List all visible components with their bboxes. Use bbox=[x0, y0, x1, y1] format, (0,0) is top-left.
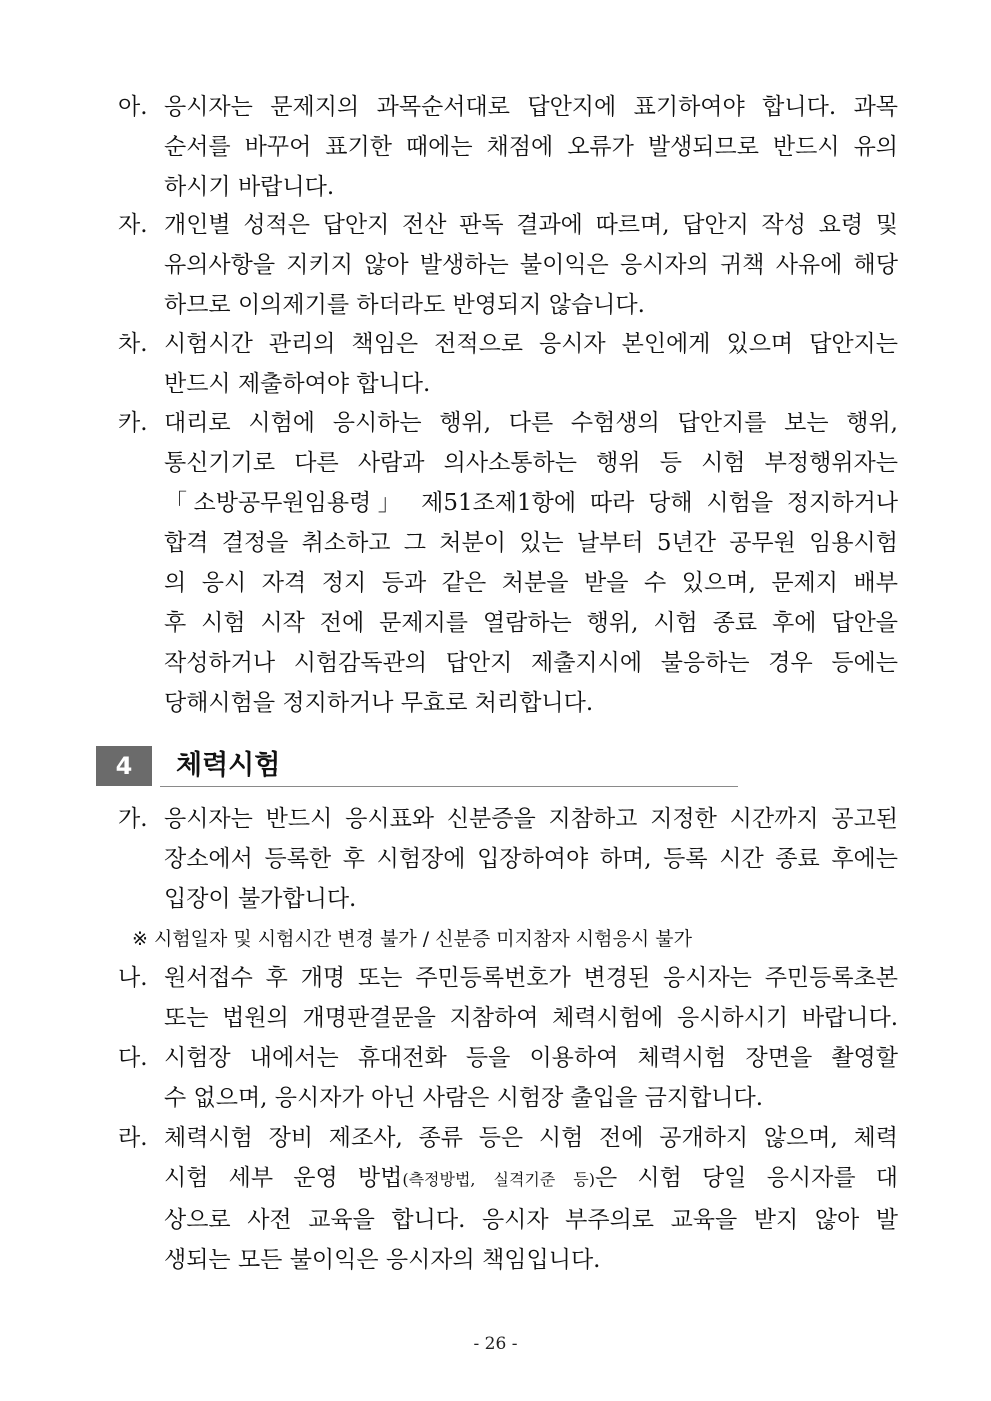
item-line: 응시자는 반드시 응시표와 신분증을 지참하고 지정한 시간까지 공고된 bbox=[164, 806, 898, 832]
item-line: 유의사항을 지키지 않아 발생하는 불이익은 응시자의 귀책 사유에 해당 bbox=[164, 252, 898, 278]
notice-item-da bbox=[118, 1038, 898, 1118]
section-number-badge: 4 bbox=[96, 746, 152, 786]
item-line: 대리로 시험에 응시하는 행위, 다른 수험생의 답안지를 보는 행위, bbox=[164, 410, 898, 436]
notice-item-ga bbox=[118, 799, 898, 919]
item-marker: 나. bbox=[118, 965, 148, 991]
item-marker: 카. bbox=[118, 410, 148, 436]
item-line: 장소에서 등록한 후 시험장에 입장하여야 하며, 등록 시간 종료 후에는 bbox=[164, 846, 898, 872]
item-line-small-part: (측정방법, 실격기준 등) bbox=[402, 1170, 595, 1189]
item-line: 응시자는 문제지의 과목순서대로 답안지에 표기하여야 합니다. 과목 bbox=[164, 94, 898, 120]
item-line: 하므로 이의제기를 하더라도 반영되지 않습니다. bbox=[164, 292, 645, 318]
item-line: 개인별 성적은 답안지 전산 판독 결과에 따르며, 답안지 작성 요령 및 bbox=[164, 212, 898, 238]
item-marker: 가. bbox=[118, 806, 148, 832]
item-line: 입장이 불가합니다. bbox=[164, 886, 357, 912]
item-line-part: 은 시험 당일 응시자를 대 bbox=[595, 1165, 898, 1191]
item-marker: 다. bbox=[118, 1045, 148, 1071]
item-marker: 차. bbox=[118, 331, 148, 357]
item-line: 반드시 제출하여야 합니다. bbox=[164, 371, 431, 397]
notice-item-cha bbox=[118, 324, 898, 404]
item-line: 수 없으며, 응시자가 아닌 사람은 시험장 출입을 금지합니다. bbox=[164, 1085, 764, 1111]
note-text: ※ 시험일자 및 시험시간 변경 불가 / 신분증 미지참자 시험응시 불가 bbox=[132, 928, 692, 950]
item-line: 체력시험 장비 제조사, 종류 등은 시험 전에 공개하지 않으며, 체력 bbox=[164, 1125, 898, 1151]
item-line: 시험장 내에서는 휴대전화 등을 이용하여 체력시험 장면을 촬영할 bbox=[164, 1045, 898, 1071]
item-marker: 자. bbox=[118, 212, 148, 238]
notice-item-a bbox=[118, 87, 898, 207]
notice-item-ra bbox=[118, 1118, 898, 1280]
notice-item-ka bbox=[118, 403, 898, 723]
section-underline bbox=[160, 786, 738, 787]
item-line-part: 시험 세부 운영 방법 bbox=[164, 1165, 403, 1191]
item-line: 원서접수 후 개명 또는 주민등록번호가 변경된 응시자는 주민등록초본 bbox=[164, 965, 898, 991]
item-line: 시험시간 관리의 책임은 전적으로 응시자 본인에게 있으며 답안지는 bbox=[164, 331, 898, 357]
item-marker: 라. bbox=[118, 1125, 148, 1151]
item-line: 의 응시 자격 정지 등과 같은 처분을 받을 수 있으며, 문제지 배부 bbox=[164, 570, 898, 596]
section-title: 체력시험 bbox=[176, 750, 281, 781]
item-line: 작성하거나 시험감독관의 답안지 제출지시에 불응하는 경우 등에는 bbox=[164, 650, 898, 676]
item-line: 또는 법원의 개명판결문을 지참하여 체력시험에 응시하시기 바랍니다. bbox=[164, 1005, 898, 1031]
notice-item-na bbox=[118, 958, 898, 1038]
item-line: 상으로 사전 교육을 합니다. 응시자 부주의로 교육을 받지 않아 발 bbox=[164, 1207, 898, 1233]
item-line: 당해시험을 정지하거나 무효로 처리합니다. bbox=[164, 690, 594, 716]
item-line: 순서를 바꾸어 표기한 때에는 채점에 오류가 발생되므로 반드시 유의 bbox=[164, 134, 898, 160]
item-line-mixed bbox=[164, 1158, 898, 1200]
item-line: 합격 결정을 취소하고 그 처분이 있는 날부터 5년간 공무원 임용시험 bbox=[164, 530, 898, 556]
notice-item-ja bbox=[118, 205, 898, 325]
item-line: 「소방공무원임용령」 제51조제1항에 따라 당해 시험을 정지하거나 bbox=[164, 490, 898, 516]
page-number: - 26 - bbox=[473, 1334, 518, 1354]
item-line: 하시기 바랍니다. bbox=[164, 174, 335, 200]
item-marker: 아. bbox=[118, 94, 148, 120]
item-line: 후 시험 시작 전에 문제지를 열람하는 행위, 시험 종료 후에 답안을 bbox=[164, 610, 898, 636]
item-line: 통신기기로 다른 사람과 의사소통하는 행위 등 시험 부정행위자는 bbox=[164, 450, 898, 476]
item-line: 생되는 모든 불이익은 응시자의 책임입니다. bbox=[164, 1247, 601, 1273]
section-header bbox=[96, 746, 738, 788]
